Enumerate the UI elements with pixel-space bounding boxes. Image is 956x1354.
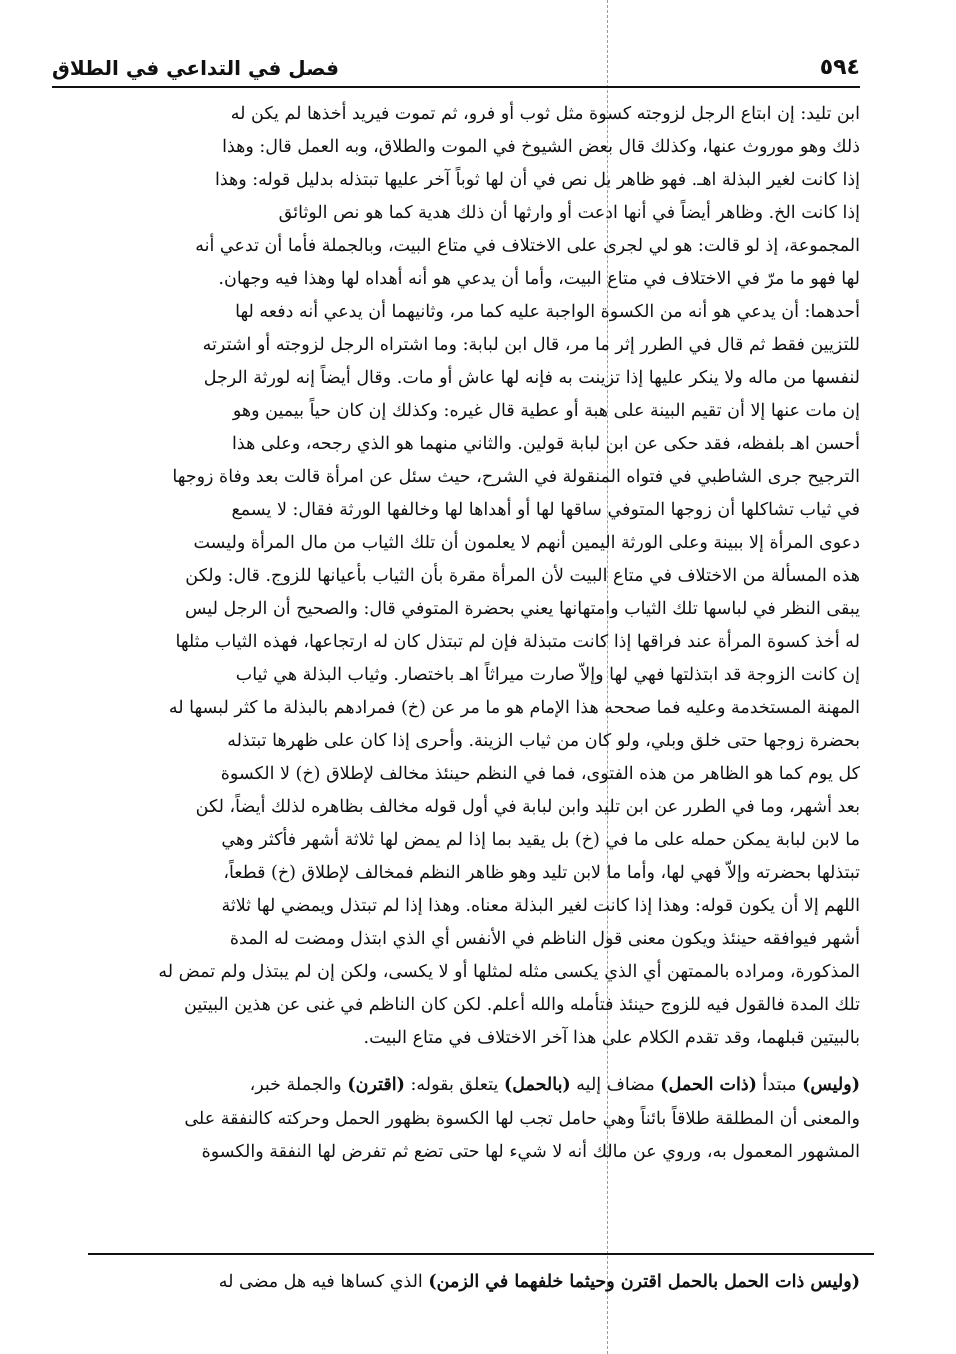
footnote-verse-rest: الذي كساها فيه هل مضى له	[218, 1272, 429, 1292]
commentary-text: مضاف إليه	[570, 1075, 661, 1095]
text-line: ذلك وهو موروث عنها، وكذلك قال بعض الشيوخ في الموت والطلاق، وبه العمل قال: وهذا	[222, 137, 860, 157]
main-paragraph	[72, 98, 860, 1055]
text-line: إن كانت الزوجة قد ابتذلتها فهي لها وإلاّ صارت ميراثاً اهـ باختصار. وثياب البذلة هي ثياب	[235, 665, 860, 685]
text-line: أحدهما: أن يدعي هو أنه من الكسوة الواجبة عليه كما مر، وثانيهما أن يدعي أنه دفعه لها	[235, 302, 860, 322]
text-line: للتزيين فقط ثم قال في الطرر إثر ما مر، قال ابن لبابة: وما اشتراه الرجل لزوجته أو اشترته	[202, 335, 860, 355]
footnote-verse	[72, 1266, 860, 1298]
text-line: في ثياب تشاكلها أن زوجها المتوفي ساقها لها أو أهداها لها وخالفها الورثة فقال: لا يسمع	[231, 500, 860, 520]
text-line: الترجيح جرى الشاطبي في فتواه المنقولة في الشرح، حيث سئل عن امرأة قالت بعد وفاة زوجها	[172, 467, 860, 487]
text-line: المهنة المستخدمة وعليه فما صححه هذا الإمام هو ما مر عن (خ) فمرادهم بالبذلة ما كثر لبسها له	[168, 698, 860, 718]
term-dhat-al-haml: (ذات الحمل)	[660, 1075, 757, 1095]
commentary-text: مبتدأ	[756, 1075, 803, 1095]
text-line: المذكورة، ومراده بالممتهن أي الذي يكسى مثله لمثلها أو لا يكسى، ولكن إن لم يبتذل ولم تمض له	[158, 962, 860, 982]
text-line: ما لابن لبابة يمكن حمله على ما في (خ) بل يقيد بما إذا لم يمض لها ثلاثة أشهر فأكثر وهي	[221, 830, 860, 850]
term-bil-haml: (بالحمل)	[503, 1075, 571, 1095]
commentary-text: يتعلق بقوله:	[404, 1075, 504, 1095]
text-line: كل يوم كما هو الظاهر من هذه الفتوى، فما في النظم حينئذ مخالف لإطلاق (خ) لا الكسوة	[220, 764, 860, 784]
term-wa-laysa: (وليس)	[802, 1075, 860, 1095]
text-line: المجموعة، إذ لو قالت: هو لي لجرى على الاختلاف في متاع البيت، وبالجملة فأما أن تدعي أنه	[195, 236, 860, 256]
text-line: هذه المسألة من الاختلاف في متاع البيت لأن المرأة مقرة بأن الثياب بأعيانها للزوج. قال: ولكن	[185, 566, 860, 586]
commentary-line-2: والمعنى أن المطلقة طلاقاً بائناً وهي حامل تجب لها الكسوة بظهور الحمل وحركته كالنفقة على	[184, 1108, 860, 1129]
commentary-text: والجملة خبر،	[249, 1075, 348, 1095]
page-header	[52, 40, 860, 88]
text-line: بعد أشهر، وما في الطرر عن ابن تليد وابن لبابة في أول قوله مخالف بظاهره لذلك أيضاً، لكن	[195, 797, 860, 817]
text-line: يبقى النظر في لباسها تلك الثياب وامتهانها يعني بحضرة المتوفي قال: والصحيح أن الرجل ليس	[184, 599, 860, 619]
text-line: لنفسها من ماله ولا ينكر عليها إذا تزينت به فإنه لها عاش أو مات. وقال أيضاً إنه لورثة الرجل	[203, 368, 860, 388]
commentary-line-3: المشهور المعمول به، وروي عن مالك أنه لا شيء لها حتى تضع ثم تفرض لها النفقة والكسوة	[201, 1142, 860, 1162]
text-line: إن مات عنها إلا أن تقيم البينة على هبة أو عطية قال غيره: وكذلك إن كان حياً بيمين وهو	[232, 401, 860, 421]
text-line: بحضرة زوجها حتى خلق وبلي، ولو كان من ثياب الزينة. وأحرى إذا كان على ظهرها تبتذله	[227, 731, 860, 751]
footnote-verse-bold: (وليس ذات الحمل بالحمل اقترن وحيثما خلفهما في الزمن)	[428, 1272, 860, 1292]
running-title: فصل في التداعي في الطلاق	[52, 56, 339, 80]
commentary-paragraph	[72, 1069, 860, 1170]
text-line: دعوى المرأة إلا ببينة وعلى الورثة اليمين أنهم لا يعلمون أن تلك الثياب من مال المرأة وليست	[193, 533, 860, 553]
page-number: ٥٩٤	[819, 55, 860, 80]
text-line: لها فهو ما مرّ في الاختلاف في متاع البيت، وأما أن يدعي هو أنه أهداه لها وهذا فيه وجهان.	[218, 269, 860, 289]
text-line: بالبيتين قبلهما، وقد تقدم الكلام على هذا آخر الاختلاف في متاع البيت.	[363, 1028, 860, 1048]
text-line: أحسن اهـ بلفظه، فقد حكى عن ابن لبابة قولين. والثاني منهما هو الذي رجحه، وعلى هذا	[232, 434, 860, 454]
main-text-block	[72, 98, 860, 1170]
commentary-line-1	[72, 1069, 860, 1103]
text-line: له أخذ كسوة المرأة عند فراقها إذا كانت متبذلة فإن لم تبتذل كان له ارتجاعها، فهذه الثياب مثلها	[175, 632, 860, 652]
text-line: تلك المدة فالقول فيه للزوج حينئذ فتأمله والله أعلم. لكن كان الناظم في غنى عن هذين البيتين	[184, 995, 860, 1015]
text-line: أشهر فيوافقه حينئذ ويكون معنى قول الناظم في الأنفس أي الذي ابتذل ومضت له المدة	[229, 929, 860, 949]
text-line: اللهم إلا أن يكون قوله: وهذا إذا كانت لغير البذلة معناه. وهذا إذا لم تبتذل ويمضي لها ثلاثة	[221, 896, 860, 916]
text-line: إذا كانت الخ. وظاهر أيضاً في أنها ادعت أو وارثها أن ذلك هدية كما هو نص الوثائق	[278, 203, 860, 223]
term-iqtarana: (اقترن)	[347, 1075, 405, 1095]
text-line: تبتذلها بحضرته وإلاّ فهي لها، وأما ما لابن تليد وهو ظاهر النظم فمخالف لإطلاق (خ) قطعاً،	[223, 863, 860, 883]
text-line: ابن تليد: إن ابتاع الرجل لزوجته كسوة مثل ثوب أو فرو، ثم تموت فيريد أخذها لم يكن له	[230, 104, 860, 124]
text-line: إذا كانت لغير البذلة اهـ. فهو ظاهر بل نص في أن لها ثوباً آخر عليها تبتذله بدليل قوله: وهذا	[214, 170, 860, 190]
footnote-separator	[88, 1253, 874, 1255]
